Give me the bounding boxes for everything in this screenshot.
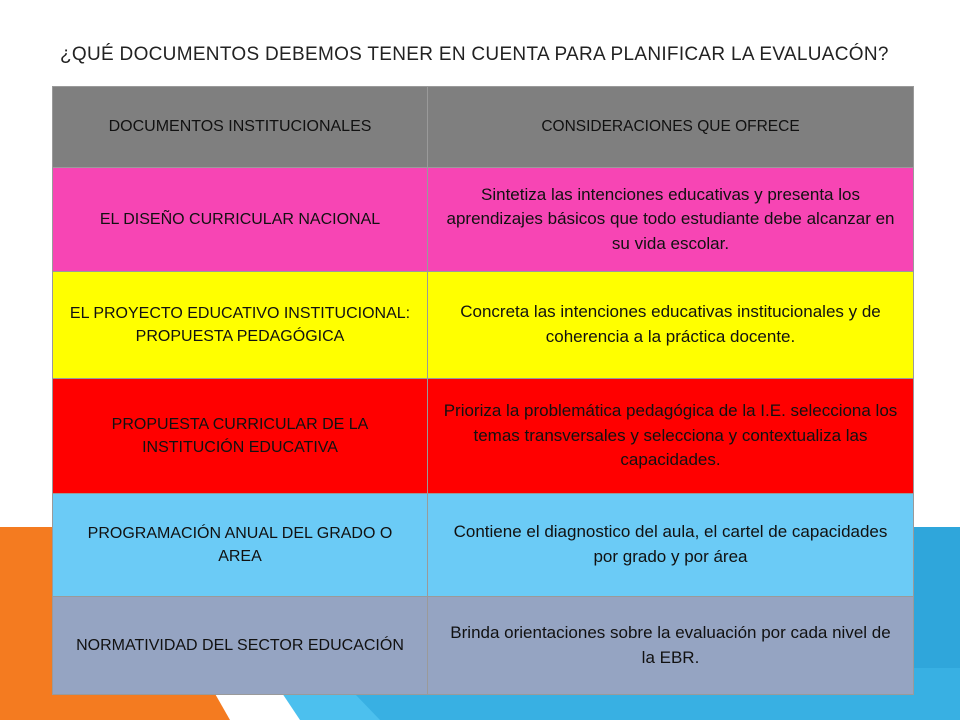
document-cell: EL DISEÑO CURRICULAR NACIONAL xyxy=(53,168,428,272)
document-cell: PROGRAMACIÓN ANUAL DEL GRADO O AREA xyxy=(53,494,428,597)
table-header-row xyxy=(53,87,914,168)
page-title: ¿QUÉ DOCUMENTOS DEBEMOS TENER EN CUENTA PARA PLANIFICAR LA EVALUACÓN? xyxy=(60,44,889,65)
table-row xyxy=(53,168,914,272)
table-row xyxy=(53,379,914,494)
document-cell: NORMATIVIDAD DEL SECTOR EDUCACIÓN xyxy=(53,597,428,695)
consideration-cell: Brinda orientaciones sobre la evaluación por cada nivel de la EBR. xyxy=(428,597,914,695)
consideration-cell: Sintetiza las intenciones educativas y presenta los aprendizajes básicos que todo estudiante debe alcanzar en su vida escolar. xyxy=(428,168,914,272)
table-row xyxy=(53,494,914,597)
consideration-cell: Prioriza la problemática pedagógica de la I.E. selecciona los temas transversales y selecciona y contextualiza las capacidades. xyxy=(428,379,914,494)
documents-table xyxy=(52,86,914,695)
header-documents: DOCUMENTOS INSTITUCIONALES xyxy=(53,87,428,168)
table-row xyxy=(53,597,914,695)
consideration-cell: Contiene el diagnostico del aula, el cartel de capacidades por grado y por área xyxy=(428,494,914,597)
table-row xyxy=(53,272,914,379)
document-cell: PROPUESTA CURRICULAR DE LA INSTITUCIÓN EDUCATIVA xyxy=(53,379,428,494)
consideration-cell: Concreta las intenciones educativas institucionales y de coherencia a la práctica docente. xyxy=(428,272,914,379)
document-cell: EL PROYECTO EDUCATIVO INSTITUCIONAL: PROPUESTA PEDAGÓGICA xyxy=(53,272,428,379)
header-considerations: CONSIDERACIONES QUE OFRECE xyxy=(428,87,914,168)
